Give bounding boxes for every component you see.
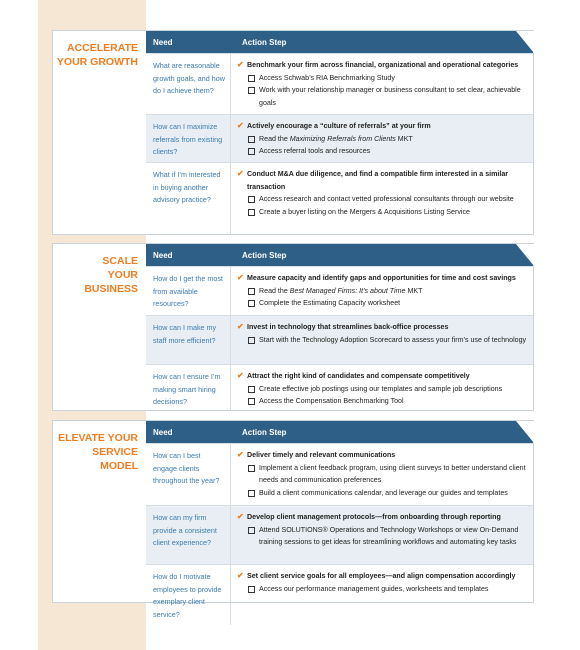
checkmark-icon: ✔ xyxy=(237,571,244,580)
action-sub: Read the xyxy=(259,286,290,295)
checkbox-icon xyxy=(248,300,255,307)
need-question: How can I maximize referrals from existing clients? xyxy=(146,115,231,162)
section-title xyxy=(53,244,146,296)
action-column-header: Action Step xyxy=(242,38,287,47)
checkmark-icon: ✔ xyxy=(237,322,244,331)
action-sub: Create effective job postings using our templates and sample job descriptions xyxy=(259,384,503,393)
action-main: Invest in technology that streamlines back-office processes xyxy=(247,323,449,331)
table-row xyxy=(146,53,533,114)
checkbox-icon xyxy=(248,398,255,405)
action-column-header: Action Step xyxy=(242,251,287,260)
action-sub: Access Schwab’s RIA Benchmarking Study xyxy=(259,73,395,82)
action-sub: Access our performance management guides, worksheets and templates xyxy=(259,584,489,593)
need-question: How can I make my staff more efficient? xyxy=(146,316,231,364)
action-main: Conduct M&A due diligence, and find a compatible firm interested in a similar transaction xyxy=(247,170,509,191)
checkmark-icon: ✔ xyxy=(237,273,244,282)
need-question: How can I best engage clients throughout the year? xyxy=(146,444,231,505)
checkbox-icon xyxy=(248,75,255,82)
table-header xyxy=(146,421,533,443)
section-accelerate-growth xyxy=(52,30,534,235)
action-main: Develop client management protocols—from onboarding through reporting xyxy=(247,513,501,521)
table-row xyxy=(146,443,533,505)
table-row xyxy=(146,315,533,364)
checkmark-icon: ✔ xyxy=(237,450,244,459)
checkmark-icon: ✔ xyxy=(237,169,244,178)
action-sub: Read the xyxy=(259,134,290,143)
need-question: How can I ensure I’m making smart hiring decisions? xyxy=(146,365,231,411)
table-header xyxy=(146,31,533,53)
action-sub: MKT xyxy=(405,286,423,295)
action-sub: Access research and contact vetted professional consultants through our website xyxy=(259,195,514,203)
checkbox-icon xyxy=(248,527,255,534)
action-table xyxy=(146,31,533,235)
checkbox-icon xyxy=(248,87,255,94)
need-column-header: Need xyxy=(153,38,173,47)
action-main: Deliver timely and relevant communications xyxy=(247,451,396,459)
action-sub: Start with the Technology Adoption Scorecard to assess your firm’s use of technology xyxy=(259,335,527,344)
section-title xyxy=(53,31,146,69)
checkbox-icon xyxy=(248,586,255,593)
action-main: Actively encourage a “culture of referrals” at your firm xyxy=(247,122,431,130)
action-column-header: Action Step xyxy=(242,428,287,437)
checkbox-icon xyxy=(248,288,255,295)
need-column-header: Need xyxy=(153,428,173,437)
need-question: What are reasonable growth goals, and how do I achieve them? xyxy=(146,54,231,114)
title-line: YOUR GROWTH xyxy=(56,56,138,68)
action-sub: MKT xyxy=(395,134,413,143)
action-sub: Complete the Estimating Capacity worksheet xyxy=(259,299,401,307)
publication-title: Best Managed Firms: It’s about Time xyxy=(289,286,406,295)
action-sub: Build a client communications calendar, and leverage our guides and templates xyxy=(259,488,508,497)
table-header xyxy=(146,244,533,266)
action-sub: Create a buyer listing on the Mergers & Acquisitions Listing Service xyxy=(259,207,470,216)
checkbox-icon xyxy=(248,337,255,344)
checkbox-icon xyxy=(248,196,255,203)
need-column-header: Need xyxy=(153,251,173,260)
checkbox-icon xyxy=(248,490,255,497)
publication-title: Maximizing Referrals from Clients xyxy=(289,134,396,143)
checkbox-icon xyxy=(248,209,255,216)
section-elevate-service xyxy=(52,420,534,619)
need-question: How do I get the most from available resources? xyxy=(146,267,231,315)
checkmark-icon: ✔ xyxy=(237,60,244,69)
checkbox-icon xyxy=(248,386,255,393)
checkbox-icon xyxy=(248,148,255,155)
table-row xyxy=(146,564,533,625)
table-row xyxy=(146,266,533,315)
table-row xyxy=(146,364,533,411)
section-scale-business xyxy=(52,243,534,411)
action-sub: Work with your relationship manager or business consultant to set clear, achievable goals xyxy=(259,86,521,107)
table-row xyxy=(146,162,533,235)
checkmark-icon: ✔ xyxy=(237,512,244,521)
table-row xyxy=(146,505,533,564)
action-sub: Access the Compensation Benchmarking Tool xyxy=(259,397,404,405)
action-table xyxy=(146,244,533,411)
title-line: SCALE xyxy=(102,255,138,267)
action-sub: Implement a client feedback program, using client surveys to better understand client needs and communication preferences xyxy=(259,463,526,484)
action-main: Measure capacity and identify gaps and opportunities for time and cost savings xyxy=(247,274,516,282)
action-main: Set client service goals for all employees—and align compensation accordingly xyxy=(247,572,516,580)
section-title xyxy=(53,421,146,473)
action-main: Attract the right kind of candidates and compensate competitively xyxy=(247,372,470,380)
need-question: How can my firm provide a consistent client experience? xyxy=(146,506,231,564)
checkbox-icon xyxy=(248,136,255,143)
checkmark-icon: ✔ xyxy=(237,371,244,380)
action-main: Benchmark your firm across financial, organizational and operational categories xyxy=(247,61,519,69)
action-sub: Attend SOLUTIONS® Operations and Technology Workshops or view On-Demand training sessions to get ideas for streamlining workflows and automating key tasks xyxy=(259,525,519,546)
table-row xyxy=(146,114,533,162)
title-line: ACCELERATE xyxy=(67,42,138,54)
title-line: SERVICE MODEL xyxy=(92,446,138,472)
action-table xyxy=(146,421,533,625)
checkmark-icon: ✔ xyxy=(237,121,244,130)
title-line: ELEVATE YOUR xyxy=(58,432,138,444)
action-sub: Access referral tools and resources xyxy=(259,147,371,155)
need-question: How do I motivate employees to provide exemplary client service? xyxy=(146,565,231,625)
need-question: What if I’m interested in buying another advisory practice? xyxy=(146,163,231,235)
checkbox-icon xyxy=(248,465,255,472)
title-line: YOUR BUSINESS xyxy=(84,269,138,295)
